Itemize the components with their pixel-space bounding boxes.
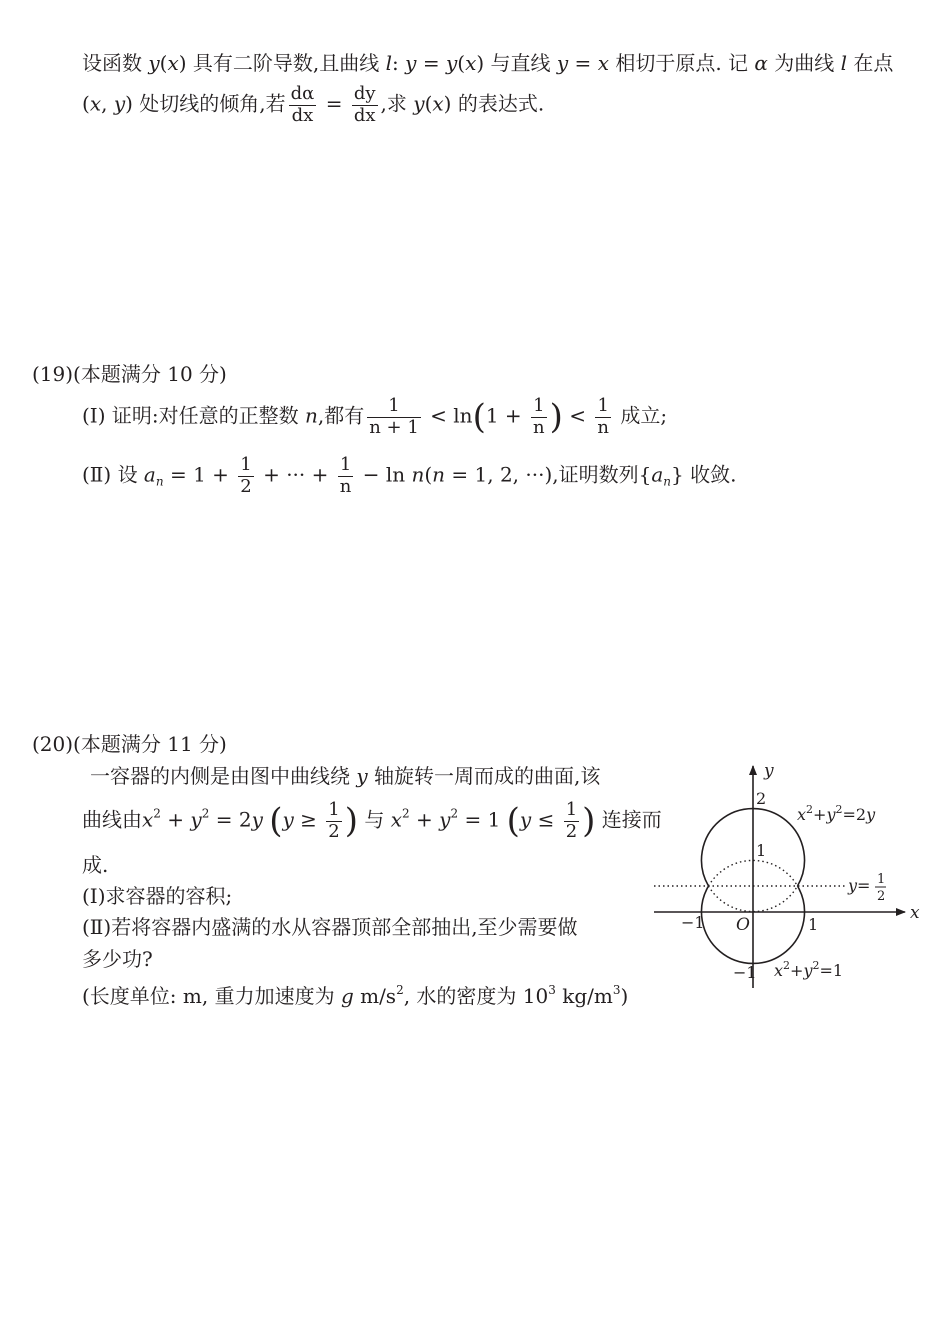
q20-units-note: (长度单位: m, 重力加速度为 g $m/s^2$, 水的密度为 $10^3$ $kg/m^3$) <box>82 983 629 1008</box>
q20-line-3: 成. <box>82 853 109 877</box>
fraction-1-over-n-a: $\frac{1}{n}$ <box>533 395 545 438</box>
tick-label-2: 2 <box>756 789 767 808</box>
q20-part-1: (Ⅰ)求容器的容积; <box>82 884 233 908</box>
y-axis-label: y <box>764 761 774 781</box>
fraction-dy-dx: $\frac{dy}{dx}$ <box>353 83 376 126</box>
tick-label-neg1-y: −1 <box>733 963 757 982</box>
line-y-half-denominator: 2 <box>877 889 886 904</box>
q20-part-2: (Ⅱ)若将容器内盛满的水从容器顶部全部抽出,至少需要做 <box>82 915 578 939</box>
q19-header: (19)(本题满分 10 分) <box>32 362 227 386</box>
x-axis-label: x <box>910 903 920 923</box>
q19-part-1: (Ⅰ) 证明:对任意的正整数 n,都有 $\frac{1}{n + 1}$ < ln(1 + $\frac{1}{n}$ ) < $\frac{1}{n}$ 成立; <box>82 395 668 438</box>
q20-line-2: 曲线由$x^2 + y^2 = 2y$ (y ≥ $\frac{1}{2}$ ) 与 $x^2 + y^2 = 1$ (y ≤ $\frac{1}{2}$ ) 连接而 <box>82 799 662 842</box>
line-y-half-label: y= <box>848 876 871 895</box>
fraction-half-a: $\frac{1}{2}$ <box>328 799 340 842</box>
q20-line-1: 一容器的内侧是由图中曲线绕 y 轴旋转一周而成的曲面,该 <box>90 764 601 788</box>
line-y-half-numerator: 1 <box>877 872 886 887</box>
fraction-1-over-n-b: $\frac{1}{n}$ <box>597 395 609 438</box>
fraction-half-b: $\frac{1}{2}$ <box>565 799 578 842</box>
q18-line-2: (x, y) 处切线的倾角,若 $\frac{d\alpha}{dx}$ = $\frac{dy}{dx}$ ,求 y(x) 的表达式. <box>82 83 545 126</box>
q19-part-2: (Ⅱ) 设 $a_n = 1$ + $\frac{1}{2}$ + ··· + $\frac{1}{n}$ − ln n(n = 1, 2, ···),证明数列$\{a_n\}$ 收敛. <box>82 454 737 497</box>
fraction-1-over-n-plus-1: $\frac{1}{n + 1}$ <box>369 395 419 438</box>
origin-label: O <box>736 915 750 935</box>
fraction-dalpha-dx: $\frac{d\alpha}{dx}$ <box>290 83 315 126</box>
q20-header: (20)(本题满分 11 分) <box>32 732 227 756</box>
tick-label-1: 1 <box>756 841 767 860</box>
container-curve-figure <box>650 760 940 1010</box>
fraction-1-over-n: $\frac{1}{n}$ <box>339 454 352 497</box>
q20-line-6: 多少功? <box>82 947 153 971</box>
lower-curve-equation: $x^2+y^2=1$ <box>774 959 844 980</box>
upper-curve-equation: $x^2+y^2=2y$ <box>797 803 876 824</box>
fraction-1-over-2: $\frac{1}{2}$ <box>240 454 252 497</box>
tick-label-1-x: 1 <box>808 915 819 934</box>
tick-label-neg1-x: −1 <box>681 913 705 932</box>
q18-line-1: 设函数 y(x) 具有二阶导数,且曲线 l: y = y(x) 与直线 y = x 相切于原点. 记 α 为曲线 l 在点 <box>82 51 894 75</box>
